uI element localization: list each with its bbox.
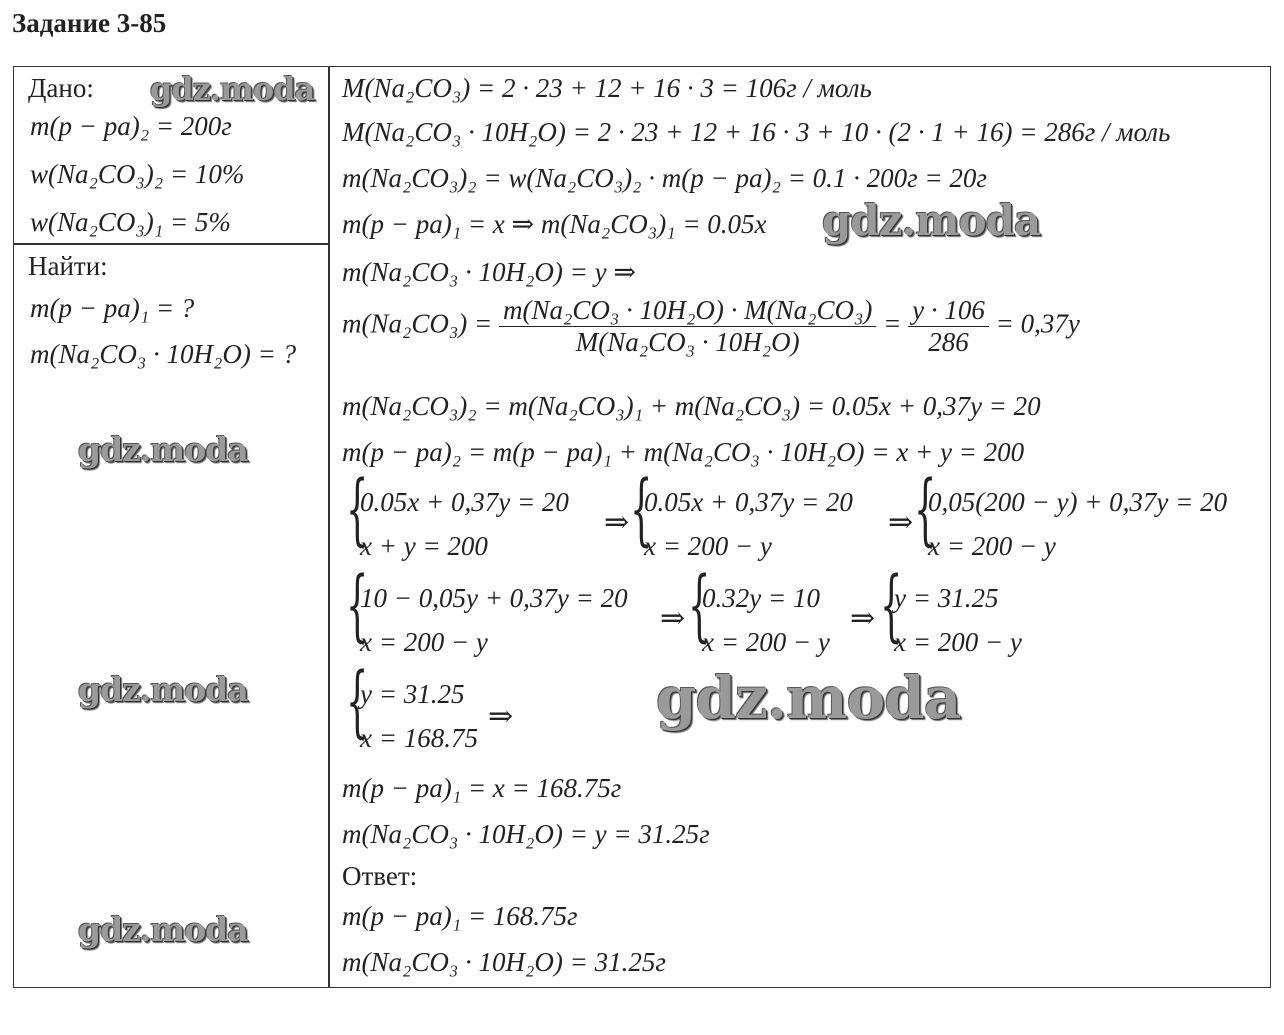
fraction-eq: =: [883, 308, 902, 339]
answer-line: m(Na₂CO₃ · 10H₂O) = 31.25г: [342, 947, 666, 977]
answer-label: Ответ:: [342, 861, 418, 891]
watermark: gdz.moda: [78, 430, 248, 469]
watermark: gdz.moda: [78, 910, 248, 949]
system-line: y = 31.25: [360, 679, 465, 709]
task-title: Задание 3-85: [12, 8, 167, 38]
implies-arrow: ⇒: [888, 506, 914, 539]
solution-column: [342, 67, 1270, 987]
column-divider: [328, 67, 330, 987]
find-label: Найти:: [28, 251, 108, 281]
system-brace: {: [880, 561, 903, 651]
implies-arrow: ⇒: [850, 602, 876, 635]
find-item: m(p − pa)₁ = ?: [30, 293, 195, 323]
fraction-equation: [342, 295, 1080, 358]
implies-arrow: ⇒: [660, 602, 686, 635]
system-brace: {: [346, 561, 369, 651]
system-line: 10 − 0,05y + 0,37y = 20: [360, 583, 628, 613]
given-item: m(p − pa)₂ = 200г: [30, 111, 232, 141]
given-item: w(Na₂CO₃)₁ = 5%: [30, 207, 231, 237]
equation-line: M(Na₂CO₃) = 2 · 23 + 12 + 16 · 3 = 106г / моль: [342, 73, 872, 103]
system-line: 0.32y = 10: [702, 583, 820, 613]
system-line: x = 200 − y: [928, 531, 1056, 561]
system-line: x = 168.75: [360, 723, 478, 753]
fraction-main: [499, 295, 876, 358]
watermark: gdz.moda: [822, 196, 1041, 245]
system-line: 0,05(200 − y) + 0,37y = 20: [928, 487, 1228, 517]
fraction-numerator: m(Na₂CO₃ · 10H₂O) · M(Na₂CO₃): [499, 295, 876, 327]
fraction-denominator: M(Na₂CO₃ · 10H₂O): [575, 327, 800, 357]
system-brace: {: [914, 465, 937, 555]
system-brace: {: [630, 465, 653, 555]
system-line: 0.05x + 0,37y = 20: [360, 487, 569, 517]
answer-line: m(p − pa)₁ = 168.75г: [342, 901, 578, 931]
result-line: m(p − pa)₁ = x = 168.75г: [342, 773, 622, 803]
implies-arrow: ⇒: [604, 506, 630, 539]
system-line: x = 200 − y: [894, 627, 1022, 657]
fraction-denominator: 286: [928, 327, 969, 357]
result-line: m(Na₂CO₃ · 10H₂O) = y = 31.25г: [342, 819, 710, 849]
fraction-rhs: = 0,37y: [995, 308, 1080, 339]
system-brace: {: [346, 465, 369, 555]
solution-table: [13, 66, 1271, 988]
equation-line: m(Na₂CO₃ · 10H₂O) = y ⇒: [342, 257, 636, 287]
equation-line: m(p − pa)₂ = m(p − pa)₁ + m(Na₂CO₃ · 10H₂O) = x + y = 200: [342, 437, 1025, 467]
system-line: y = 31.25: [894, 583, 999, 613]
system-line: x = 200 − y: [360, 627, 488, 657]
watermark: gdz.moda: [150, 70, 315, 108]
find-item: m(Na₂CO₃ · 10H₂O) = ?: [30, 339, 297, 369]
system-line: x = 200 − y: [644, 531, 772, 561]
fraction-numerator: y · 106: [908, 295, 989, 327]
fraction-values: [908, 295, 989, 358]
given-label: Дано:: [28, 73, 94, 103]
equation-line: M(Na₂CO₃ · 10H₂O) = 2 · 23 + 12 + 16 · 3 + 10 · (2 · 1 + 16) = 286г / моль: [342, 117, 1171, 147]
implies-arrow: ⇒: [488, 700, 514, 733]
system-line: x + y = 200: [360, 531, 488, 561]
equation-line: m(Na₂CO₃)₂ = w(Na₂CO₃)₂ · m(p − pa)₂ = 0.1 · 200г = 20г: [342, 163, 987, 193]
system-brace: {: [346, 657, 369, 747]
system-brace: {: [688, 561, 711, 651]
system-line: 0.05x + 0,37y = 20: [644, 487, 853, 517]
equation-line: m(Na₂CO₃)₂ = m(Na₂CO₃)₁ + m(Na₂CO₃) = 0.05x + 0,37y = 20: [342, 391, 1041, 421]
watermark: gdz.moda: [656, 664, 961, 732]
given-item: w(Na₂CO₃)₂ = 10%: [30, 159, 245, 189]
given-find-column: [14, 67, 328, 987]
watermark: gdz.moda: [78, 670, 248, 709]
equation-line: m(p − pa)₁ = x ⇒ m(Na₂CO₃)₁ = 0.05x: [342, 209, 767, 239]
fraction-lhs: m(Na₂CO₃) =: [342, 308, 493, 339]
system-line: x = 200 − y: [702, 627, 830, 657]
